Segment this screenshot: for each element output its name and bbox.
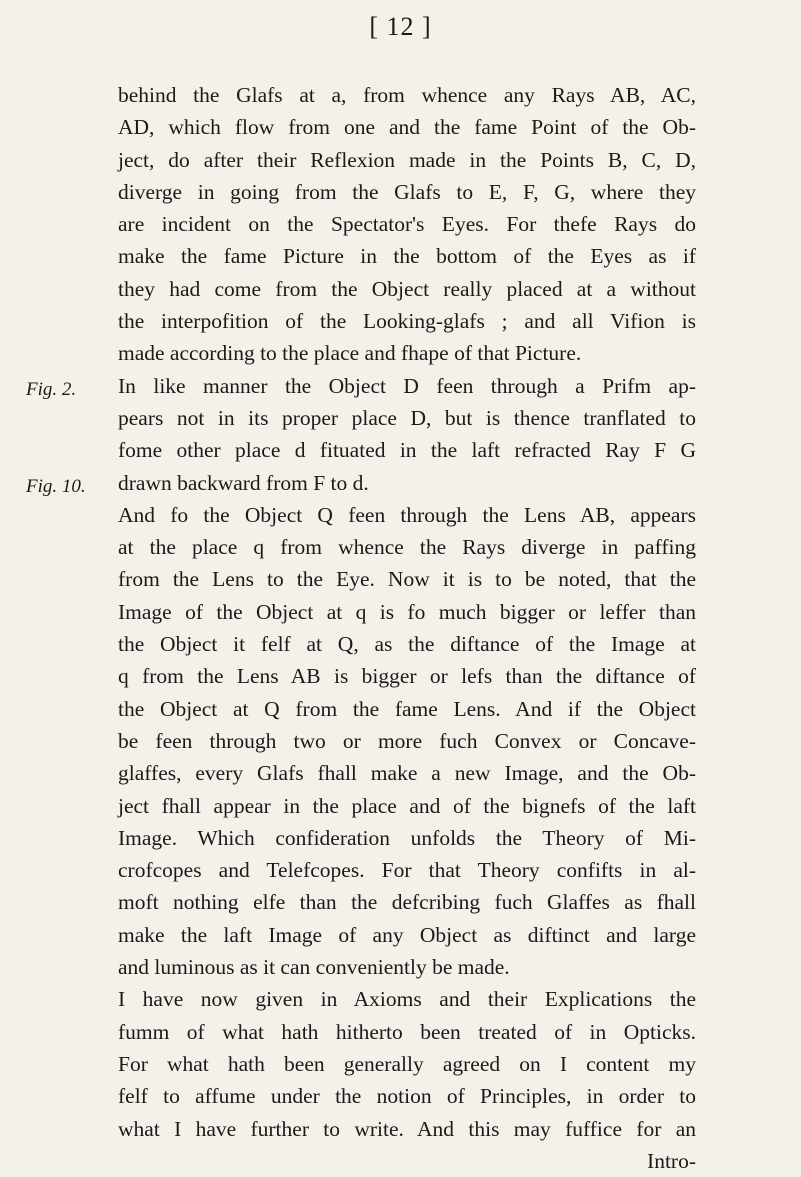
text-line: drawn backward from F to d. <box>118 470 369 495</box>
text-line: what I have further to write. And this may fuffice for an <box>118 1116 696 1141</box>
text-line: For what hath been generally agreed on I content my <box>118 1051 696 1076</box>
text-line: be feen through two or more fuch Convex or Concave- <box>118 728 696 753</box>
text-line: I have now given in Axioms and their Explications the <box>118 987 696 1012</box>
text-line: behind the Glafs at a, from whence any Rays AB, AC, <box>118 83 696 107</box>
text-line: moft nothing elfe than the defcribing fuch Glaffes as fhall <box>118 890 696 915</box>
text-line: pears not in its proper place D, but is thence tranflated to <box>118 405 696 430</box>
text-line: make the fame Picture in the bottom of the Eyes as if <box>118 244 696 269</box>
text-line: they had come from the Object really placed at a without <box>118 276 696 301</box>
text-line: the Object it felf at Q, as the diftance of the Image at <box>118 632 696 657</box>
text-line: felf to affume under the notion of Principles, in order to <box>118 1084 696 1109</box>
catchword: Intro- <box>647 1148 696 1173</box>
text-line: ject, do after their Reflexion made in the Points B, C, D, <box>118 147 696 172</box>
text-line: q from the Lens AB is bigger or lefs than the diftance of <box>118 664 696 689</box>
margin-note-fig-10: Fig. 10. <box>26 476 86 497</box>
text-line: fumm of what hath hitherto been treated of in Opticks. <box>118 1019 696 1044</box>
text-line: make the laft Image of any Object as diftinct and large <box>118 922 696 947</box>
text-line: and luminous as it can conveniently be made. <box>118 955 510 980</box>
text-line: Image of the Object at q is fo much bigger or leffer than <box>118 599 696 624</box>
text-line: In like manner the Object D feen through a Prifm ap- <box>118 373 696 398</box>
margin-note-fig-2: Fig. 2. <box>26 379 77 400</box>
text-line: are incident on the Spectator's Eyes. For thefe Rays do <box>118 212 696 237</box>
text-line: at the place q from whence the Rays diverge in paffing <box>118 535 696 560</box>
text-line: from the Lens to the Eye. Now it is to be noted, that the <box>118 567 696 592</box>
text-line: crofcopes and Telefcopes. For that Theory confifts in al- <box>118 858 696 883</box>
text-line: the interpofition of the Looking-glafs ; and all Vifion is <box>118 309 696 334</box>
text-line: diverge in going from the Glafs to E, F, G, where they <box>118 179 696 204</box>
text-line: glaffes, every Glafs fhall make a new Image, and the Ob- <box>118 761 696 786</box>
text-line: Image. Which confideration unfolds the Theory of Mi- <box>118 825 696 850</box>
text-line: And fo the Object Q feen through the Lens AB, appears <box>118 502 696 527</box>
text-line: the Object at Q from the fame Lens. And if the Object <box>118 696 696 721</box>
text-line: ject fhall appear in the place and of the bignefs of the laft <box>118 793 696 818</box>
text-line: fome other place d fituated in the laft refracted Ray F G <box>118 438 696 463</box>
text-line: made according to the place and fhape of that Picture. <box>118 341 582 366</box>
text-line: AD, which flow from one and the fame Point of the Ob- <box>118 115 696 140</box>
body-text <box>118 79 696 1177</box>
page-number: [ 12 ] <box>369 12 432 41</box>
